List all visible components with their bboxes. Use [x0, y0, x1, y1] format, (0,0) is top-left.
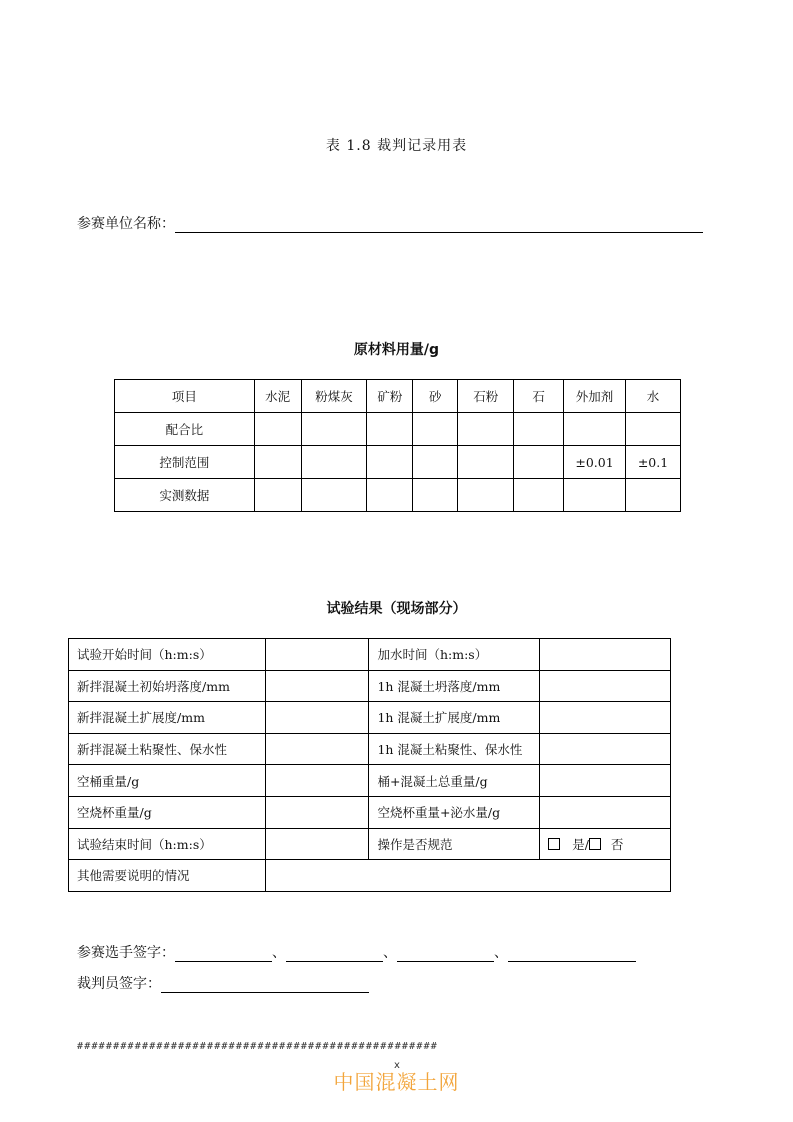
- tolerance-cell: ±0.01: [564, 446, 626, 479]
- materials-header-row: [115, 380, 681, 413]
- row-label: 空烧杯重量+泌水量/g: [369, 796, 540, 828]
- referee-signature-blank[interactable]: [161, 976, 369, 993]
- table-row: [69, 733, 671, 765]
- table-row: [69, 639, 671, 671]
- header-cell: 水: [625, 380, 680, 413]
- table-cell[interactable]: [413, 479, 458, 512]
- row-label: 新拌混凝土扩展度/mm: [69, 702, 266, 734]
- yes-label: 是/: [572, 836, 589, 852]
- table-cell[interactable]: [265, 702, 369, 734]
- no-label: 否: [610, 836, 624, 852]
- header-cell: 石粉: [458, 380, 514, 413]
- table-row: [69, 765, 671, 797]
- row-label: 试验结束时间（h:m:s）: [69, 828, 266, 860]
- table-cell[interactable]: [367, 413, 413, 446]
- row-label: 1h 混凝土粘聚性、保水性: [369, 733, 540, 765]
- results-title: 试验结果（现场部分）: [326, 601, 467, 617]
- table-cell[interactable]: [625, 413, 680, 446]
- unit-label: 参赛单位名称：: [77, 216, 175, 232]
- row-label: 控制范围: [115, 446, 255, 479]
- table-cell[interactable]: [265, 639, 369, 671]
- row-label: 加水时间（h:m:s）: [369, 639, 540, 671]
- header-cell: 粉煤灰: [301, 380, 367, 413]
- header-cell: 项目: [115, 380, 255, 413]
- table-row: [69, 860, 671, 892]
- table-cell[interactable]: [413, 446, 458, 479]
- table-cell[interactable]: [540, 765, 671, 797]
- players-signature-line: [77, 942, 636, 962]
- table-cell[interactable]: [458, 413, 514, 446]
- table-cell[interactable]: [514, 413, 564, 446]
- row-label: 新拌混凝土初始坍落度/mm: [69, 670, 266, 702]
- table-cell[interactable]: [301, 479, 367, 512]
- row-label: 操作是否规范: [369, 828, 540, 860]
- tolerance-cell: ±0.1: [625, 446, 680, 479]
- header-cell: 矿粉: [367, 380, 413, 413]
- table-cell[interactable]: [514, 479, 564, 512]
- separator: 、: [272, 945, 286, 961]
- table-cell[interactable]: [540, 796, 671, 828]
- table-cell[interactable]: [265, 670, 369, 702]
- signature-blank[interactable]: [286, 945, 383, 962]
- header-cell: 外加剂: [564, 380, 626, 413]
- separator: 、: [494, 945, 508, 961]
- table-cell[interactable]: [540, 733, 671, 765]
- table-cell[interactable]: [254, 413, 301, 446]
- table-cell[interactable]: [540, 702, 671, 734]
- referee-signature-line: [77, 973, 369, 993]
- signature-blank[interactable]: [508, 945, 636, 962]
- row-label: 新拌混凝土粘聚性、保水性: [69, 733, 266, 765]
- materials-title: 原材料用量/g: [353, 342, 440, 358]
- row-label: 配合比: [115, 413, 255, 446]
- signature-blank[interactable]: [397, 945, 494, 962]
- row-label: 空桶重量/g: [69, 765, 266, 797]
- table-row: [115, 413, 681, 446]
- table-cell[interactable]: [265, 733, 369, 765]
- table-cell[interactable]: [265, 796, 369, 828]
- signature-blank[interactable]: [175, 945, 272, 962]
- separator: 、: [383, 945, 397, 961]
- hash-divider: ##################################################: [77, 1041, 439, 1052]
- table-cell[interactable]: [564, 413, 626, 446]
- row-label: 1h 混凝土坍落度/mm: [369, 670, 540, 702]
- table-cell[interactable]: [564, 479, 626, 512]
- table-cell[interactable]: [625, 479, 680, 512]
- row-label: 空烧杯重量/g: [69, 796, 266, 828]
- table-row: [69, 702, 671, 734]
- participant-unit-line: [77, 213, 703, 233]
- table-row: [69, 796, 671, 828]
- referee-signature-label: 裁判员签字：: [77, 976, 161, 992]
- x-mark: x: [394, 1060, 400, 1071]
- remarks-cell[interactable]: [265, 860, 670, 892]
- unit-name-blank[interactable]: [175, 216, 703, 233]
- row-label: 试验开始时间（h:m:s）: [69, 639, 266, 671]
- table-row: [115, 446, 681, 479]
- no-checkbox[interactable]: [589, 838, 601, 850]
- materials-table: [114, 379, 681, 512]
- table-row: [69, 670, 671, 702]
- operation-check-cell: [540, 828, 671, 860]
- header-cell: 砂: [413, 380, 458, 413]
- table-cell[interactable]: [413, 413, 458, 446]
- table-cell[interactable]: [540, 639, 671, 671]
- table-cell[interactable]: [254, 479, 301, 512]
- table-cell[interactable]: [254, 446, 301, 479]
- header-cell: 石: [514, 380, 564, 413]
- table-cell[interactable]: [514, 446, 564, 479]
- table-cell[interactable]: [540, 670, 671, 702]
- table-cell[interactable]: [301, 413, 367, 446]
- table-cell[interactable]: [265, 828, 369, 860]
- row-label: 实测数据: [115, 479, 255, 512]
- table-cell[interactable]: [367, 479, 413, 512]
- table-cell[interactable]: [265, 765, 369, 797]
- table-caption: 表 1.8 裁判记录用表: [325, 138, 468, 154]
- row-label: 其他需要说明的情况: [69, 860, 266, 892]
- row-label: 1h 混凝土扩展度/mm: [369, 702, 540, 734]
- table-cell[interactable]: [458, 479, 514, 512]
- header-cell: 水泥: [254, 380, 301, 413]
- table-cell[interactable]: [301, 446, 367, 479]
- table-cell[interactable]: [458, 446, 514, 479]
- yes-checkbox[interactable]: [548, 838, 560, 850]
- table-row: [115, 479, 681, 512]
- table-cell[interactable]: [367, 446, 413, 479]
- row-label: 桶+混凝土总重量/g: [369, 765, 540, 797]
- results-table: [68, 638, 671, 892]
- watermark: 中国混凝土网: [333, 1070, 460, 1094]
- players-signature-label: 参赛选手签字：: [77, 945, 175, 961]
- table-row: [69, 828, 671, 860]
